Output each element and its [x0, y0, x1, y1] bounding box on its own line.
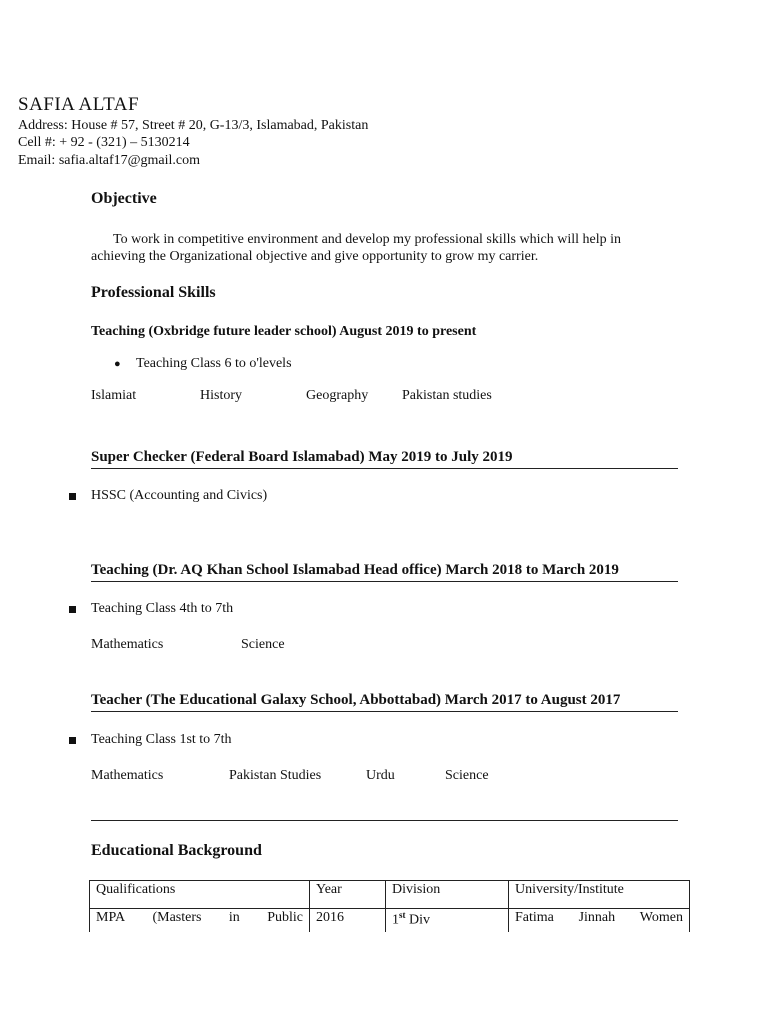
year-cell: 2016 — [310, 909, 386, 932]
job4-subject-4: Science — [445, 768, 489, 783]
job1-bullet: Teaching Class 6 to o'levels — [136, 356, 292, 371]
column-header-qualifications: Qualifications — [90, 881, 310, 909]
education-heading: Educational Background — [91, 842, 262, 859]
job1-subject-1: Islamiat — [91, 388, 137, 403]
square-bullet-icon — [69, 606, 76, 613]
qualification-word: Public — [267, 910, 303, 925]
job4-title: Teacher (The Educational Galaxy School, Abbottabad) March 2017 to August 2017 — [91, 692, 678, 712]
cell-line: Cell #: + 92 - (321) – 5130214 — [18, 135, 190, 150]
qualification-word: (Masters — [152, 910, 202, 925]
bullet-dot-icon: ● — [114, 358, 121, 370]
institute-cell — [509, 909, 690, 932]
job1-subject-2: History — [200, 388, 242, 403]
job2-title: Super Checker (Federal Board Islamabad) May 2019 to July 2019 — [91, 449, 678, 469]
qualification-word: MPA — [96, 910, 126, 925]
education-table — [89, 880, 690, 932]
objective-text-line2: achieving the Organizational objective and give opportunity to grow my carrier. — [91, 249, 539, 264]
qualification-word: in — [228, 910, 240, 925]
column-header-division: Division — [386, 881, 509, 909]
address-line: Address: House # 57, Street # 20, G-13/3, Islamabad, Pakistan — [18, 118, 369, 133]
job4-subject-1: Mathematics — [91, 768, 164, 783]
section-divider — [91, 820, 678, 821]
institute-word: Jinnah — [578, 910, 616, 925]
table-header-row — [90, 881, 690, 909]
table-row — [90, 909, 690, 932]
job1-subject-3: Geography — [306, 388, 369, 403]
job3-subject-2: Science — [241, 637, 285, 652]
candidate-name: SAFIA ALTAF — [18, 94, 140, 115]
institute-word: Women — [639, 910, 683, 925]
job3-title: Teaching (Dr. AQ Khan School Islamabad Head office) March 2018 to March 2019 — [91, 562, 678, 582]
job4-subject-3: Urdu — [366, 768, 395, 783]
job1-subject-4: Pakistan studies — [402, 388, 492, 403]
job4-subject-2: Pakistan Studies — [229, 768, 322, 783]
square-bullet-icon — [69, 737, 76, 744]
column-header-year: Year — [310, 881, 386, 909]
job3-bullet: Teaching Class 4th to 7th — [91, 601, 234, 616]
institute-word: Fatima — [515, 910, 554, 925]
job1-title: Teaching (Oxbridge future leader school) August 2019 to present — [91, 324, 477, 339]
email-line: Email: safia.altaf17@gmail.com — [18, 153, 200, 168]
column-header-institute: University/Institute — [509, 881, 690, 909]
square-bullet-icon — [69, 493, 76, 500]
job2-bullet: HSSC (Accounting and Civics) — [91, 488, 268, 503]
professional-skills-heading: Professional Skills — [91, 284, 216, 301]
division-cell: 1st Div — [386, 909, 509, 932]
objective-heading: Objective — [91, 190, 157, 207]
qualification-cell — [90, 909, 310, 932]
job4-bullet: Teaching Class 1st to 7th — [91, 732, 232, 747]
objective-text-line1: To work in competitive environment and develop my professional skills which will help in — [113, 232, 621, 247]
job3-subject-1: Mathematics — [91, 637, 164, 652]
